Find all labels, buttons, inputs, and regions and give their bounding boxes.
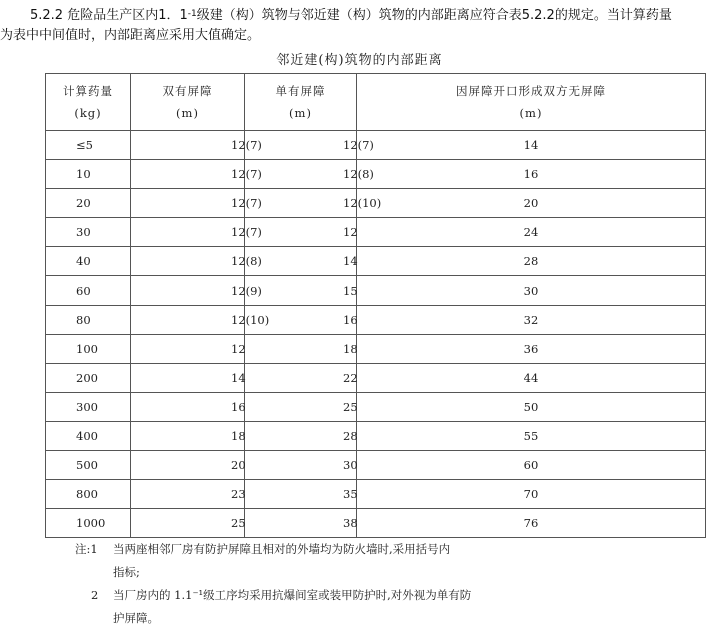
table-row [46, 451, 706, 480]
note-text: 护屏障。 [113, 611, 159, 625]
table-row [46, 421, 706, 450]
cell-single: 14 [245, 247, 357, 276]
table-row [46, 305, 706, 334]
table-row [46, 509, 706, 538]
cell-charge: 200 [46, 363, 131, 392]
cell-single: 30 [245, 451, 357, 480]
cell-single: 12(7) [245, 131, 357, 160]
cell-charge: 80 [46, 305, 131, 334]
cell-double: 12(7) [131, 131, 245, 160]
cell-charge: 40 [46, 247, 131, 276]
cell-none: 16 [357, 160, 706, 189]
cell-none: 70 [357, 480, 706, 509]
cell-double: 12(8) [131, 247, 245, 276]
intro-text-a: 5.2.2 危险品生产区内1．1 [30, 8, 188, 23]
table-row [46, 334, 706, 363]
cell-none: 36 [357, 334, 706, 363]
cell-none: 24 [357, 218, 706, 247]
cell-single: 18 [245, 334, 357, 363]
cell-none: 20 [357, 189, 706, 218]
cell-charge: 1000 [46, 509, 131, 538]
header-no-barrier: 因屏障开口形成双方无屏障 (m) [357, 74, 706, 131]
cell-double: 12(7) [131, 189, 245, 218]
table-row [46, 247, 706, 276]
intro-text-b: 级建（构）筑物与邻近建（构）筑物的内部距离应符合表5.2.2的规定。当计算药量 [196, 8, 672, 23]
distance-table [45, 73, 706, 538]
cell-single: 35 [245, 480, 357, 509]
cell-single: 22 [245, 363, 357, 392]
note-text: 当两座相邻厂房有防护屏障且相对的外墙均为防火墙时,采用括号内 [113, 542, 451, 556]
table-row [46, 392, 706, 421]
table-row [46, 160, 706, 189]
cell-charge: 10 [46, 160, 131, 189]
cell-none: 28 [357, 247, 706, 276]
cell-double: 12(7) [131, 218, 245, 247]
note-label: 2 [91, 588, 99, 602]
cell-single: 12 [245, 218, 357, 247]
cell-single: 28 [245, 421, 357, 450]
cell-double: 12(10) [131, 305, 245, 334]
cell-charge: 60 [46, 276, 131, 305]
cell-none: 44 [357, 363, 706, 392]
note-label: 注:1 [75, 542, 98, 556]
intro-line-1 [0, 6, 719, 26]
cell-double: 14 [131, 363, 245, 392]
cell-charge: 800 [46, 480, 131, 509]
cell-double: 12(7) [131, 160, 245, 189]
cell-single: 12(8) [245, 160, 357, 189]
table-row [46, 189, 706, 218]
cell-none: 32 [357, 305, 706, 334]
cell-charge: 400 [46, 421, 131, 450]
table-row [46, 131, 706, 160]
note-text: 指标; [113, 565, 140, 579]
cell-charge: 500 [46, 451, 131, 480]
note-text: 当厂房内的 1.1⁻¹级工序均采用抗爆间室或装甲防护时,对外视为单有防 [113, 588, 472, 602]
table-caption: 邻近建(构)筑物的内部距离 [276, 53, 443, 68]
cell-none: 14 [357, 131, 706, 160]
header-double-barrier: 双有屏障 (m) [131, 74, 245, 131]
note-1 [75, 538, 545, 584]
header-single-barrier: 单有屏障 (m) [245, 74, 357, 131]
cell-double: 20 [131, 451, 245, 480]
cell-double: 12 [131, 334, 245, 363]
cell-charge: 300 [46, 392, 131, 421]
table-row [46, 480, 706, 509]
cell-none: 76 [357, 509, 706, 538]
cell-single: 25 [245, 392, 357, 421]
cell-double: 25 [131, 509, 245, 538]
cell-none: 50 [357, 392, 706, 421]
table-row [46, 218, 706, 247]
cell-charge: ≤5 [46, 131, 131, 160]
intro-line-2: 为表中中间值时，内部距离应采用大值确定。 [0, 28, 261, 43]
cell-single: 16 [245, 305, 357, 334]
cell-none: 60 [357, 451, 706, 480]
cell-double: 12(9) [131, 276, 245, 305]
cell-none: 30 [357, 276, 706, 305]
cell-none: 55 [357, 421, 706, 450]
cell-double: 23 [131, 480, 245, 509]
cell-single: 15 [245, 276, 357, 305]
cell-single: 38 [245, 509, 357, 538]
cell-charge: 30 [46, 218, 131, 247]
note-2 [75, 584, 545, 630]
table-header-row [46, 74, 706, 131]
intro-paragraph [0, 6, 719, 46]
cell-double: 18 [131, 421, 245, 450]
cell-single: 12(10) [245, 189, 357, 218]
header-charge: 计算药量 (kg) [46, 74, 131, 131]
cell-charge: 20 [46, 189, 131, 218]
cell-charge: 100 [46, 334, 131, 363]
cell-double: 16 [131, 392, 245, 421]
table-notes [75, 538, 545, 630]
intro-superscript: -1 [187, 9, 197, 19]
table-row [46, 363, 706, 392]
table-row [46, 276, 706, 305]
